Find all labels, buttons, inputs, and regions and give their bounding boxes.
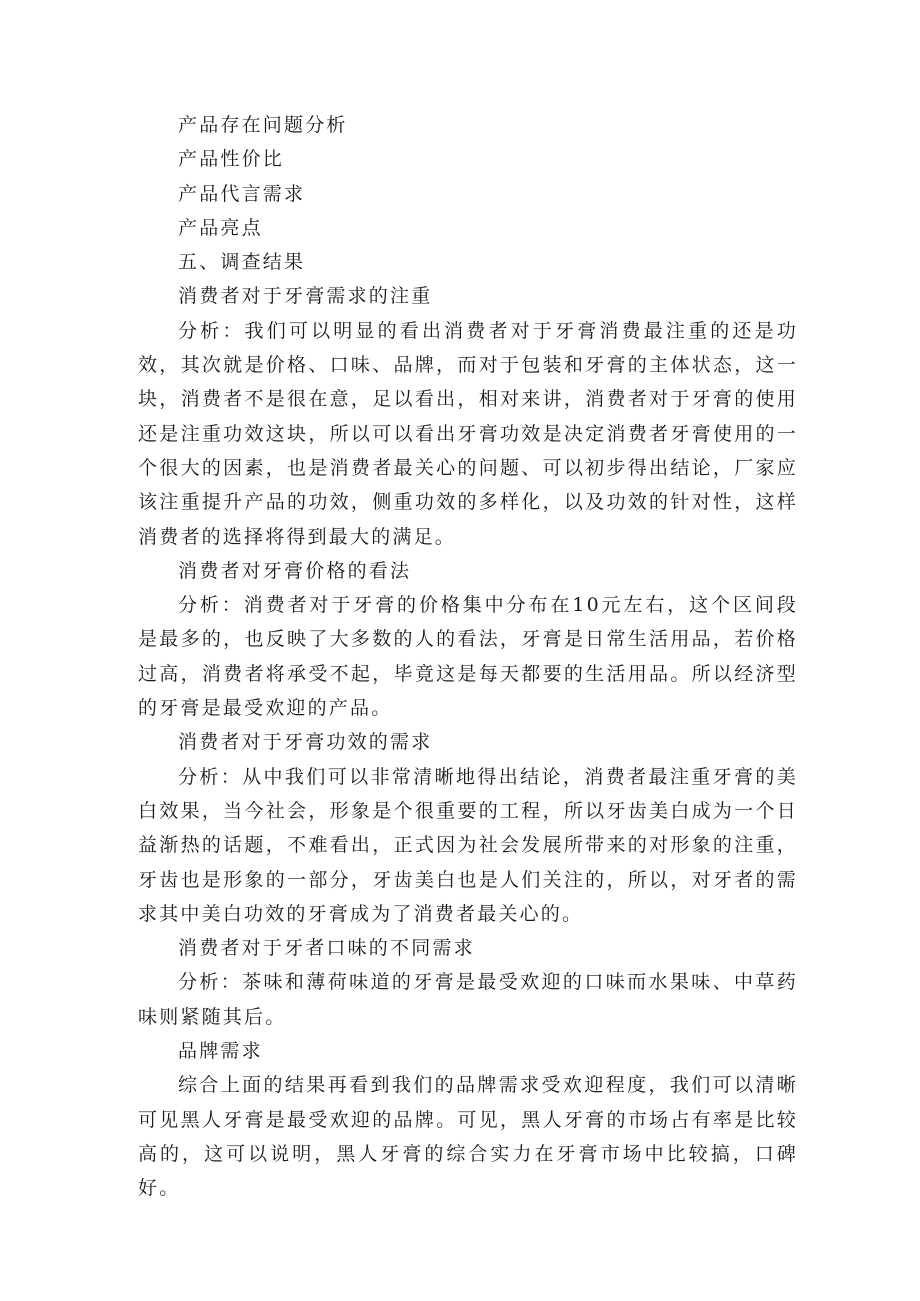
outline-item: 产品性价比 <box>178 148 285 171</box>
outline-item: 产品亮点 <box>178 216 263 239</box>
subsection-heading: 消费者对于牙膏功效的需求 <box>178 731 433 754</box>
subsection-heading: 消费者对牙膏价格的看法 <box>178 559 412 582</box>
analysis-paragraph: 分析：我们可以明显的看出消费者对于牙膏消费最注重的还是功效，其次就是价格、口味、品牌，而对于包装和牙膏的主体状态，这一块，消费者不是很在意，足以看出，相对来讲，消费者对于牙膏的使用还是注重功效这块，所以可以看出牙膏功效是决定消费者牙膏使用的一个很大的因素，也是消费者最关心的问题、可以初步得出结论，厂家应该注重提升产品的功效，侧重功效的多样化，以及功效的针对性，这样消费者的选择将得到最大的满足。 <box>138 319 798 548</box>
analysis-paragraph: 分析：从中我们可以非常清晰地得出结论，消费者最注重牙膏的美白效果，当今社会，形象是个很重要的工程，所以牙齿美白成为一个日益渐热的话题，不难看出，正式因为社会发展所带来的对形象的注重，牙齿也是形象的一部分，牙齿美白也是人们关注的，所以，对牙者的需求其中美白功效的牙膏成为了消费者最关心的。 <box>138 765 798 925</box>
section-title: 五、调查结果 <box>178 251 306 274</box>
document-body <box>138 108 798 1206</box>
subsection-heading: 品牌需求 <box>178 1040 263 1063</box>
analysis-paragraph: 综合上面的结果再看到我们的品牌需求受欢迎程度，我们可以清晰可见黑人牙膏是最受欢迎的品牌。可见，黑人牙膏的市场占有率是比较高的，这可以说明，黑人牙膏的综合实力在牙膏市场中比较搞，口碑好。 <box>138 1074 798 1200</box>
analysis-paragraph: 分析：消费者对于牙膏的价格集中分布在10元左右，这个区间段是最多的，也反映了大多数的人的看法，牙膏是日常生活用品，若价格过高，消费者将承受不起，毕竟这是每天都要的生活用品。所以经济型的牙膏是最受欢迎的产品。 <box>138 594 798 720</box>
outline-item: 产品代言需求 <box>178 182 306 205</box>
outline-item: 产品存在问题分析 <box>178 114 348 136</box>
analysis-paragraph: 分析：茶味和薄荷味道的牙膏是最受欢迎的口味而水果味、中草药味则紧随其后。 <box>138 971 798 1028</box>
subsection-heading: 消费者对于牙膏需求的注重 <box>178 285 433 308</box>
subsection-heading: 消费者对于牙者口味的不同需求 <box>178 937 475 960</box>
